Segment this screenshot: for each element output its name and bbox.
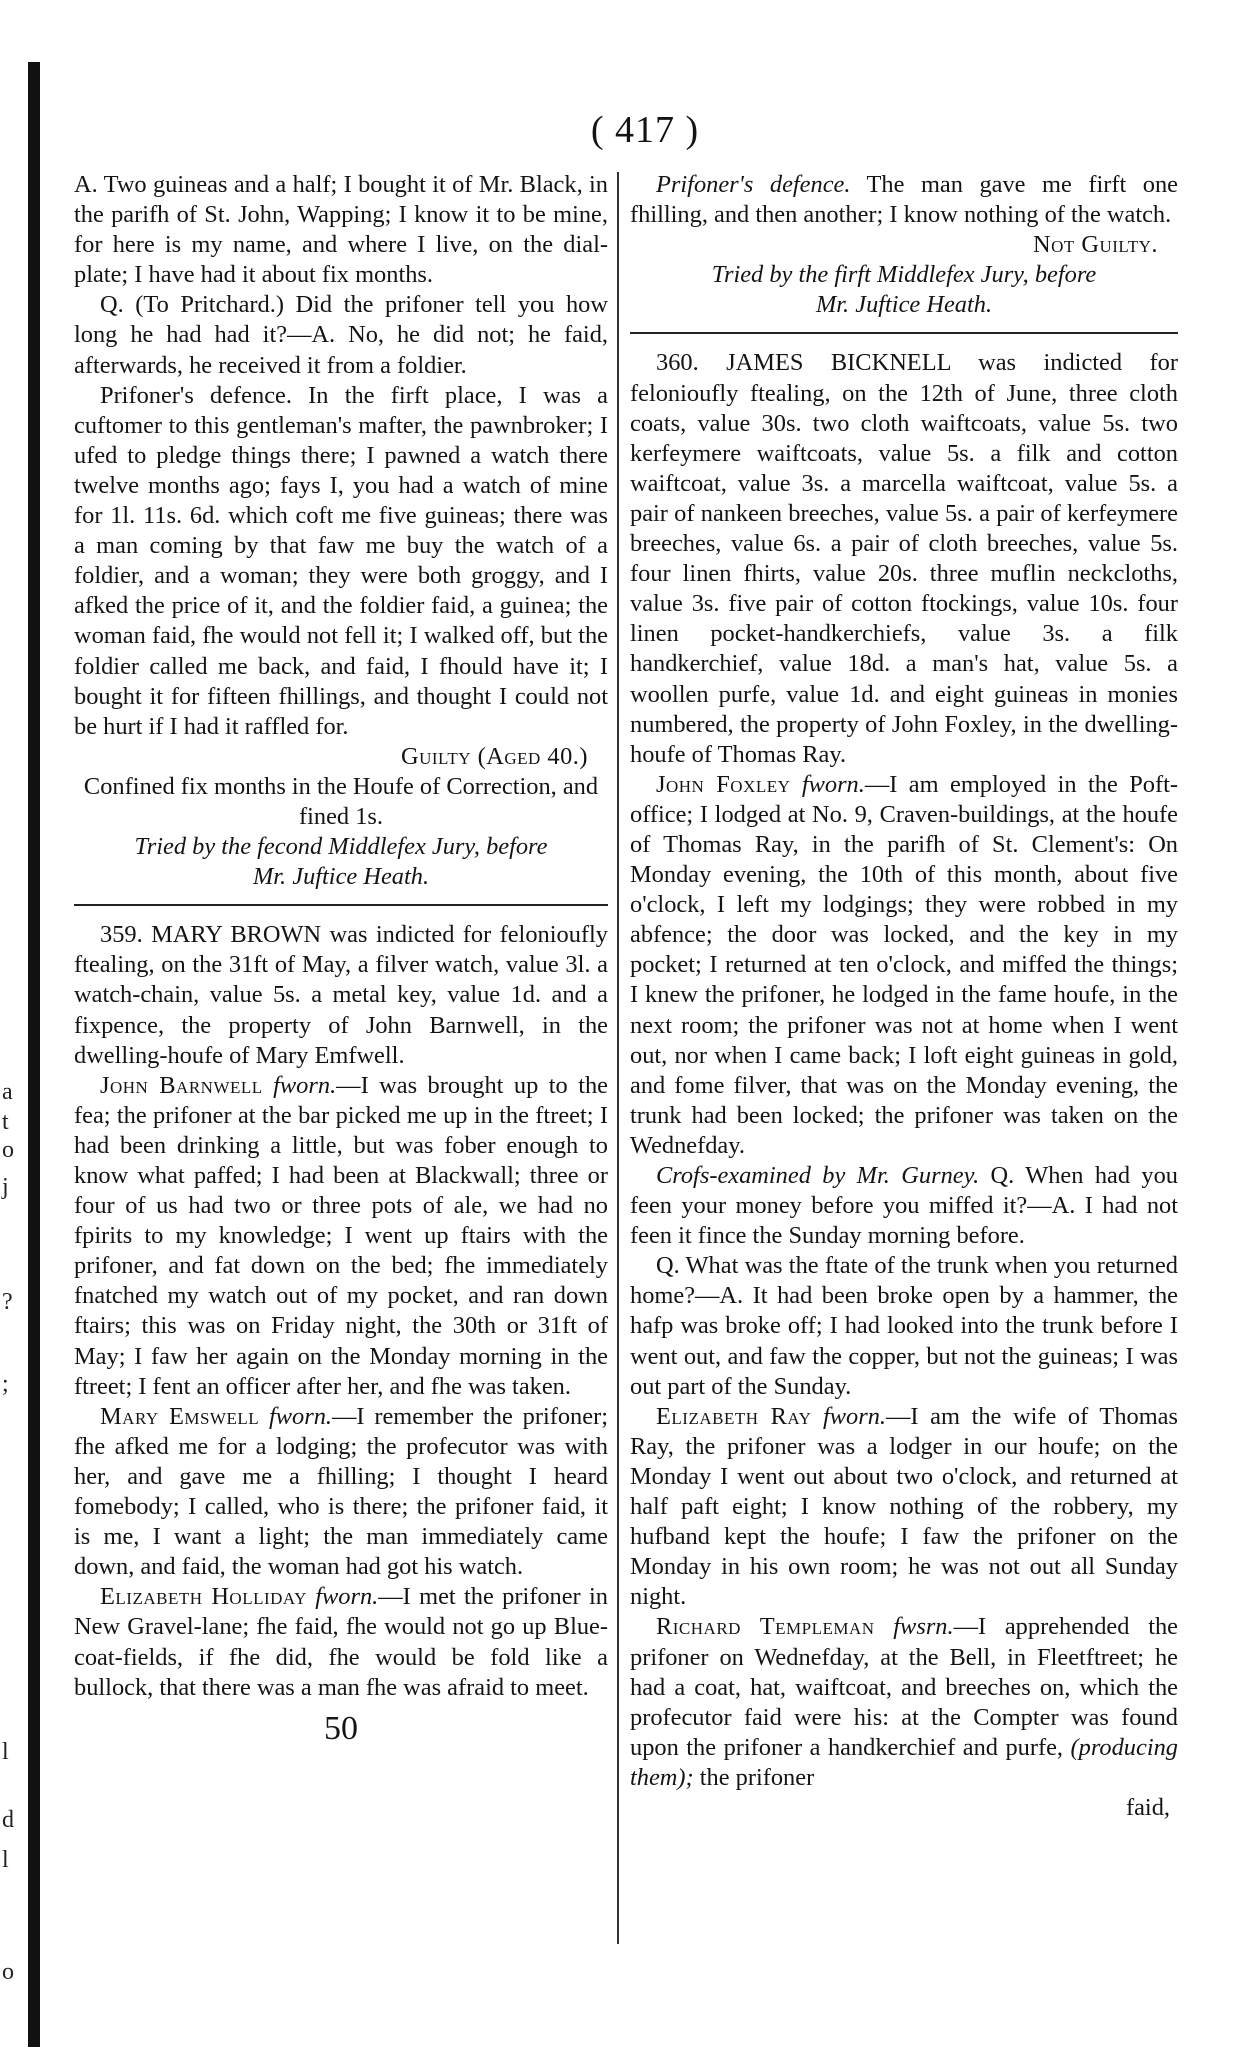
aside-text: (producing them); xyxy=(630,1733,1178,1791)
testimony-text: —I apprehended the prifoner on Wednefday, at the Bell, in Fleetftreet; he had a coat, hat, waiftcoat, and breeches on, which the profecutor faid were his: at the Compter was found upon the prifoner a handkerchief and purfe, xyxy=(630,1613,1178,1761)
defence-label: Prifoner's defence. xyxy=(656,171,851,198)
sworn-label: fworn. xyxy=(801,770,865,798)
margin-mark: j xyxy=(2,1174,9,1200)
cross-label: Crofs-examined by Mr. Gurney. xyxy=(656,1162,980,1189)
prisoner-defence xyxy=(630,170,1178,230)
prisoner-defence: Prifoner's defence. In the firft place, I was a cuftomer to this gentleman's mafter, the pawnbroker; I ufed to pledge things there; I pawned a watch there twelve months ago; fays I, you had a watch of mine for 1l. 11s. 6d. which coft me five guineas; there was a man coming by that faw me buy the watch of a foldier, and a woman; they were both groggy, and I afked the price of it, and the foldier faid, a guinea; the woman faid, fhe would not fell it; I walked off, but the foldier called me back, and faid, I fhould have it; I bought it for fifteen fhillings, and thought I could not be hurt if I had it raffled for. xyxy=(74,381,608,740)
binding-edge xyxy=(28,62,40,2047)
case-heading-360: 360. JAMES BICKNELL was indicted for felonioufly ftealing, on the 12th of June, three cloth coats, value 30s. two cloth waiftcoats, value 5s. two kerfeymere waiftcoats, value 5s. a filk and cotton waiftcoat, value 3s. a marcella waiftcoat, value 5s. a pair of nankeen breeches, value 5s. a pair of kerfeymere breeches, value 6s. a pair of cloth breeches, value 5s. four linen fhirts, value 20s. three muflin neckcloths, value 3s. five pair of cotton ftockings, value 10s. four linen pocket-handkerchiefs, value 3s. a filk handkerchief, value 18d. a man's hat, value 5s. a woollen purfe, value 1d. and eight guineas in monies numbered, the property of John Foxley, in the dwelling-houfe of Thomas Ray. xyxy=(630,349,1178,768)
left-column xyxy=(74,170,608,2028)
signature-mark: 50 xyxy=(324,1709,358,1747)
judge-line: Mr. Juftice Heath. xyxy=(252,863,430,891)
sentence: Confined fix months in the Houfe of Correction, and fined 1s. xyxy=(83,772,599,830)
jury-line: Tried by the fecond Middlefex Jury, before xyxy=(134,833,548,861)
sworn-label: fwsrn. xyxy=(893,1613,954,1641)
witness-name: Mary Emswell xyxy=(100,1402,260,1430)
testimony-text: —I am employed in the Poft-office; I lodged at No. 9, Craven-buildings, at the houfe of Thomas Ray, in the parifh of St. Clement's: On Monday evening, the 10th of this month, about five o'clock, I left my lodgings; they were robbed in my abfence; the door was locked, and the key in my pocket; I returned at ten o'clock, and miffed the things; I knew the prifoner, he lodged in the fame houfe, in the next room; the prifoner was not at home when I went out, nor when I came back; I loft eight guineas in gold, and fome filver, that was on the Monday evening, the trunk had been locked; the prifoner was taken on the Wednefday. xyxy=(630,770,1178,1159)
sworn-label: fworn. xyxy=(273,1071,337,1099)
witness-name: John Barnwell xyxy=(100,1071,263,1099)
testimony-tail: the prifoner xyxy=(693,1763,815,1791)
sworn-label: fworn. xyxy=(823,1402,887,1430)
jury-line: Tried by the firft Middlefex Jury, before xyxy=(711,261,1097,289)
margin-mark: o xyxy=(2,1137,14,1163)
judge-line: Mr. Juftice Heath. xyxy=(815,291,993,319)
right-column xyxy=(630,170,1178,2028)
witness-name: Richard Templeman xyxy=(656,1613,875,1641)
margin-mark: o xyxy=(2,1959,14,1985)
margin-mark: ; xyxy=(2,1371,9,1397)
question-paragraph: Q. (To Pritchard.) Did the prifoner tell you how long he had had it?—A. No, he did not; he faid, afterwards, he received it from a foldier. xyxy=(74,291,608,379)
sworn-label: fworn. xyxy=(268,1402,332,1430)
question-paragraph: Q. What was the ftate of the trunk when you returned home?—A. It had been broke open by a hammer, the hafp was broke off; I had looked into the trunk before I went out, and faw the copper, but not the guineas; I was out part of the Sunday. xyxy=(630,1252,1178,1400)
catchword: faid, xyxy=(1125,1793,1170,1821)
testimony-barnwell xyxy=(74,1071,608,1402)
case-separator xyxy=(630,332,1178,334)
sworn-label: fworn. xyxy=(315,1583,379,1611)
defence-text: The man gave me firft one fhilling, and then another; I know nothing of the watch. xyxy=(630,171,1178,229)
case-separator xyxy=(74,904,608,906)
testimony-foxley xyxy=(630,770,1178,1161)
testimony-ray xyxy=(630,1402,1178,1613)
answer-paragraph: A. Two guineas and a half; I bought it of Mr. Black, in the parifh of St. John, Wapping; I know it to be mine, for here is my name, and where I live, on the dial-plate; I have had it about fix months. xyxy=(74,171,608,289)
testimony-text: —I was brought up to the fea; the prifoner at the bar picked me up in the ftreet; I had been drinking a little, but was fober enough to know what paffed; I had been at Blackwall; three or four of us had two or three pots of ale, we had no fpirits to my knowledge; I went up ftairs with the prifoner, and fat down on the bed; fhe immediately fnatched my watch out of my pocket, and ran down ftairs; this was on Friday night, the 30th or 31ft of May; I faw her again on the Monday morning in the ftreet; I fent an officer after her, and fhe was taken. xyxy=(74,1071,609,1400)
margin-mark: a xyxy=(2,1079,13,1105)
margin-mark: l xyxy=(2,1847,9,1873)
cross-text: Q. When had you feen your money before you miffed it?—A. I had not feen it fince the Sunday morning before. xyxy=(630,1162,1179,1250)
witness-name: Elizabeth Ray xyxy=(656,1402,812,1430)
margin-mark: d xyxy=(2,1807,14,1833)
case-heading-359: 359. MARY BROWN was indicted for felonioufly ftealing, on the 31ft of May, a filver watch, value 3l. a watch-chain, value 5s. a metal key, value 1d. and a fixpence, the property of John Barnwell, in the dwelling-houfe of Mary Emfwell. xyxy=(74,921,608,1069)
verdict: Not Guilty. xyxy=(1032,231,1158,259)
testimony-text: —I am the wife of Thomas Ray, the prifoner was a lodger in our houfe; on the Monday I went out about two o'clock, and returned at half paft eight; I know nothing of the robbery, my hufband kept the houfe; I faw the prifoner on the Monday in his own room; he was not out all Sunday night. xyxy=(630,1402,1178,1611)
witness-name: John Foxley xyxy=(656,770,791,798)
testimony-text: —I met the prifoner in New Gravel-lane; fhe faid, fhe would not go up Blue-coat-fields, if fhe did, fhe would be fold like a bullock, that there was a man fhe was afraid to meet. xyxy=(74,1583,608,1701)
left-margin-marks xyxy=(0,0,20,2048)
testimony-templeman xyxy=(630,1612,1178,1793)
testimony-holliday xyxy=(74,1582,608,1702)
cross-examination xyxy=(630,1161,1178,1251)
page-number: ( 417 ) xyxy=(590,109,700,151)
margin-mark: ? xyxy=(2,1289,13,1315)
margin-mark: t xyxy=(2,1109,9,1135)
testimony-emswell xyxy=(74,1402,608,1583)
verdict: Guilty (Aged 40.) xyxy=(400,742,588,770)
column-divider xyxy=(617,172,619,1944)
testimony-text: —I remember the prifoner; fhe afked me for a lodging; the profecutor was with her, and gave me a fhilling; I thought I heard fomebody; I called, who is there; the prifoner faid, it is me, I want a light; the man immediately came down, and faid, the woman had got his watch. xyxy=(74,1402,608,1581)
witness-name: Elizabeth Holliday xyxy=(100,1583,307,1611)
margin-mark: l xyxy=(2,1739,9,1765)
